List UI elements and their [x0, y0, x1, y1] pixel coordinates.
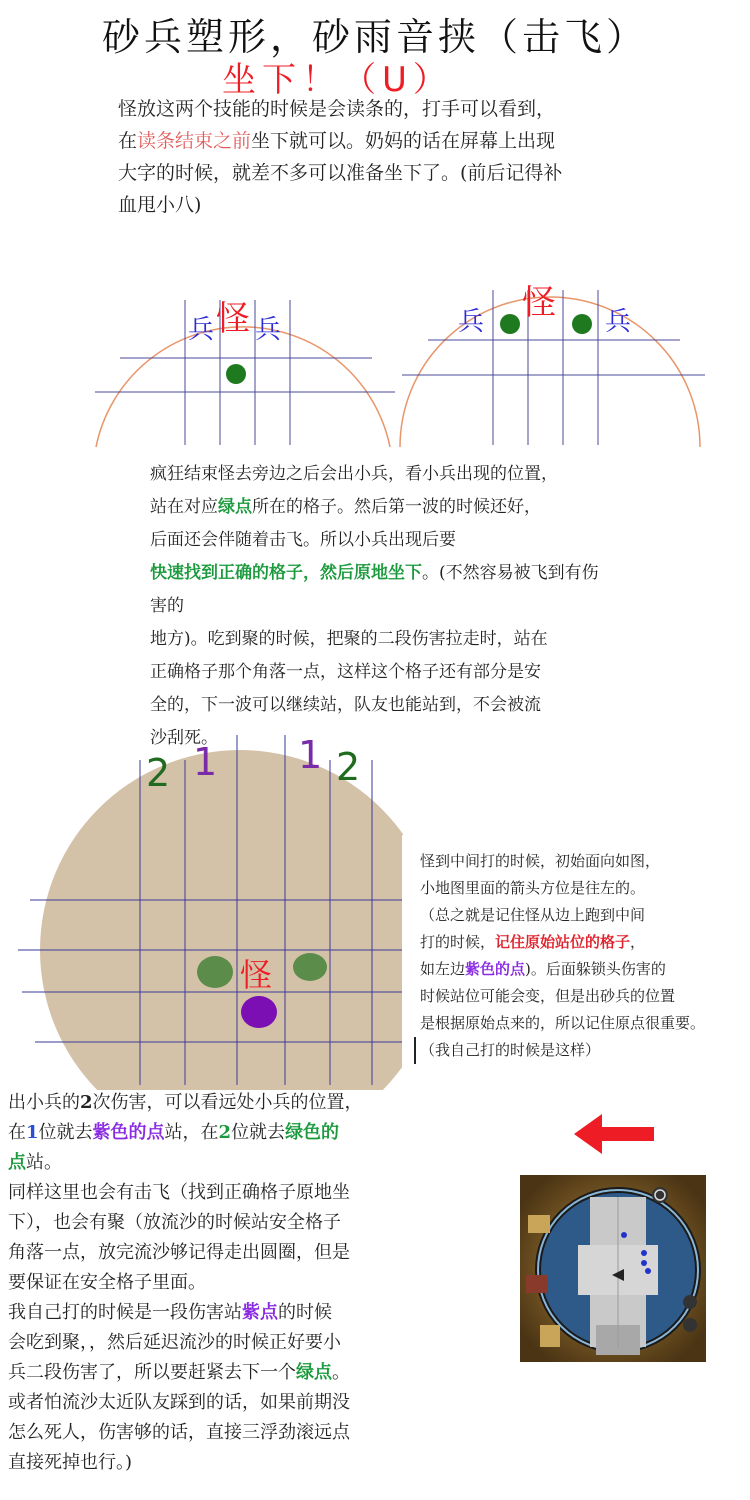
p2-line-1: 疯狂结束怪去旁边之后会出小兵，看小兵出现的位置， — [150, 464, 558, 484]
center-arena-diagram — [0, 730, 440, 1090]
intro-line-1: 怪放这两个技能的时候是会读条的，打手可以看到， — [118, 98, 556, 120]
p4-line-4: 同样这里也会有击飞（找到正确格子原地坐 — [8, 1182, 350, 1203]
p4-line-12: 怎么死人，伤害够的话，直接三浮劲滚远点 — [8, 1422, 350, 1443]
green-dot — [226, 364, 246, 384]
highlight-green-point: 绿点 — [296, 1362, 332, 1383]
second-damage-paragraph — [8, 1088, 438, 1478]
center-phase-paragraph — [420, 848, 750, 1064]
soldier-label-left: 兵 — [188, 315, 215, 345]
p4-line-1: 出小兵的2次伤害，可以看远处小兵的位置， — [8, 1092, 363, 1113]
p3-line-7: 是根据原始点来的，所以记住原点很重要。 — [420, 1014, 706, 1032]
p4-line-7: 要保证在安全格子里面。 — [8, 1272, 206, 1293]
highlight-green-dot: 绿色的 — [285, 1122, 340, 1143]
page-title: 砂兵塑形，砂雨音挟（击飞） — [101, 15, 648, 59]
soldier-position-diagram — [0, 270, 750, 450]
boss-label-left: 怪 — [216, 299, 250, 339]
intro-line-3: 大字的时候，就差不多可以准备坐下了。(前后记得补 — [118, 162, 563, 184]
intro-line-4: 血甩小八) — [118, 194, 202, 216]
p2-line-8: 沙刮死。 — [150, 728, 218, 748]
highlight-find-grid: 快速找到正确的格子，然后原地坐下 — [150, 563, 422, 583]
p4-line-11: 或者怕流沙太近队友踩到的话，如果前期没 — [8, 1392, 350, 1413]
p2-line-4: 快速找到正确的格子，然后原地坐下。(不然容易被飞到有伤害的 — [150, 563, 599, 616]
boss-label-center: 怪 — [240, 956, 273, 994]
boss-label-right: 怪 — [522, 283, 556, 323]
minimap-icon — [520, 1175, 706, 1362]
p4-line-10: 兵二段伤害了，所以要赶紧去下一个绿点。 — [8, 1362, 350, 1383]
p4-line-13: 直接死掉也行。) — [8, 1452, 133, 1473]
p3-line-5: 如左边紫色的点)。后面躲锁头伤害的 — [420, 960, 666, 978]
p3-line-4: 打的时候，记住原始站位的格子， — [420, 933, 646, 951]
green-dot-left — [197, 956, 233, 988]
red-left-arrow-icon — [572, 1112, 656, 1156]
intro-line-2: 在读条结束之前坐下就可以。奶妈的话在屏幕上出现 — [118, 130, 556, 152]
highlight-original-grid: 记住原始站位的格子 — [495, 933, 631, 951]
p2-line-2: 站在对应绿点所在的格子。然后第一波的时候还好， — [150, 497, 541, 517]
left-arena-arc — [96, 327, 390, 447]
p4-line-8: 我自己打的时候是一段伤害站紫点的时候 — [8, 1302, 332, 1323]
p3-line-8: （我自己打的时候是这样） — [414, 1037, 750, 1064]
p3-line-2: 小地图里面的箭头方位是往左的。 — [420, 879, 646, 897]
green-dot-right — [293, 953, 327, 981]
p4-line-9: 会吃到聚，，然后延迟流沙的时候正好要小 — [8, 1332, 341, 1353]
soldier-label-right: 兵 — [255, 315, 282, 345]
highlight-cast-end: 读条结束之前 — [137, 130, 252, 152]
p3-line-6: 时候站位可能会变，但是出砂兵的位置 — [420, 987, 676, 1005]
highlight-purple-point: 紫点 — [242, 1302, 278, 1323]
p4-line-5: 下），也会有聚（放流沙的时候站安全格子 — [8, 1212, 341, 1233]
soldier-paragraph — [150, 458, 610, 755]
p2-line-5: 地方)。吃到聚的时候，把聚的二段伤害拉走时，站在 — [150, 629, 548, 649]
position-label-1-right: 1 — [298, 733, 323, 777]
purple-dot — [241, 996, 277, 1028]
left-arena-diagram — [95, 299, 395, 447]
highlight-purple-dot: 紫色的点 — [92, 1122, 165, 1143]
position-label-2-right: 2 — [336, 745, 361, 789]
right-arena-diagram — [400, 283, 705, 447]
p2-line-6: 正确格子那个角落一点，这样这个格子还有部分是安 — [150, 662, 541, 682]
intro-paragraph — [118, 93, 648, 221]
green-dot — [500, 314, 520, 334]
highlight-purple-dot: 紫色的点 — [465, 960, 526, 978]
p3-line-3: （总之就是记住怪从边上跑到中间 — [420, 906, 646, 924]
p4-line-6: 角落一点，放完流沙够记得走出圆圈，但是 — [8, 1242, 350, 1263]
position-label-2-left: 2 — [146, 751, 171, 795]
position-label-1-left: 1 — [193, 740, 218, 784]
p4-line-2: 在1位就去紫色的点站，在2位就去绿色的 — [8, 1122, 340, 1143]
p3-line-1: 怪到中间打的时候，初始面向如图， — [420, 852, 661, 870]
sand-arena-circle — [40, 750, 440, 1090]
highlight-green-dot: 绿点 — [218, 497, 252, 517]
soldier-label-right: 兵 — [605, 307, 632, 337]
p4-line-3: 点站。 — [8, 1152, 62, 1173]
green-dot — [572, 314, 592, 334]
p2-line-3: 后面还会伴随着击飞。所以小兵出现后要 — [150, 530, 456, 550]
p2-line-7: 全的，下一波可以继续站，队友也能站到，不会被流 — [150, 695, 541, 715]
soldier-label-left: 兵 — [458, 307, 485, 337]
page-subtitle: 坐下！（U） — [222, 60, 453, 100]
